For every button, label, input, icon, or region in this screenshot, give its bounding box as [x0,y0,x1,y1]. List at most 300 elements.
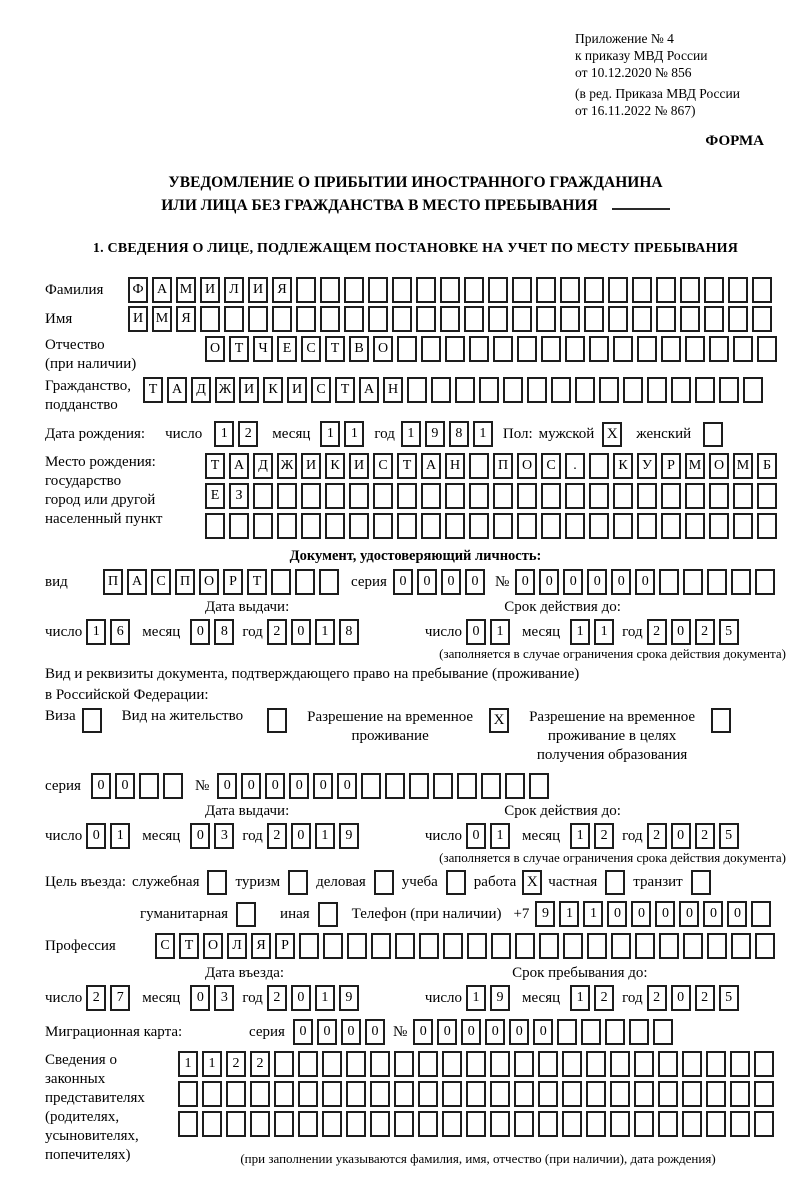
char-box[interactable]: 0 [86,823,106,849]
char-box[interactable]: 1 [559,901,579,927]
purpose-tourism-checkbox[interactable] [288,870,308,895]
char-box[interactable]: И [200,277,220,303]
char-box[interactable]: 0 [466,823,486,849]
char-box[interactable] [392,306,412,332]
char-box[interactable]: 0 [393,569,413,595]
char-box[interactable]: О [203,933,223,959]
char-box[interactable]: 1 [110,823,130,849]
char-box[interactable] [248,306,268,332]
char-box[interactable]: Т [143,377,163,403]
char-box[interactable] [349,513,369,539]
char-box[interactable]: З [229,483,249,509]
char-box[interactable] [299,933,319,959]
char-box[interactable]: 2 [647,619,667,645]
char-box[interactable]: С [155,933,175,959]
char-box[interactable]: 2 [647,823,667,849]
char-box[interactable]: 1 [202,1051,222,1077]
char-box[interactable] [706,1081,726,1107]
char-box[interactable]: 0 [465,569,485,595]
char-box[interactable]: 1 [178,1051,198,1077]
char-box[interactable] [323,933,343,959]
char-box[interactable] [733,513,753,539]
char-box[interactable] [418,1051,438,1077]
char-box[interactable]: Е [277,336,297,362]
char-box[interactable]: 0 [91,773,111,799]
char-box[interactable]: 0 [265,773,285,799]
char-box[interactable]: 0 [671,985,691,1011]
char-box[interactable] [493,513,513,539]
char-box[interactable] [680,306,700,332]
char-box[interactable] [229,513,249,539]
char-box[interactable] [325,483,345,509]
char-box[interactable]: Ж [215,377,235,403]
char-box[interactable]: 0 [466,619,486,645]
char-box[interactable]: 0 [241,773,261,799]
char-box[interactable] [409,773,429,799]
char-box[interactable] [512,306,532,332]
char-box[interactable] [706,1111,726,1137]
char-box[interactable]: 0 [317,1019,337,1045]
char-box[interactable]: 1 [583,901,603,927]
purpose-official-checkbox[interactable] [207,870,227,895]
char-box[interactable]: 1 [214,421,234,447]
char-box[interactable] [637,336,657,362]
char-box[interactable] [685,483,705,509]
char-box[interactable] [344,277,364,303]
char-box[interactable] [274,1081,294,1107]
char-box[interactable] [346,1081,366,1107]
char-box[interactable]: 0 [337,773,357,799]
char-box[interactable]: 9 [339,823,359,849]
char-box[interactable] [586,1051,606,1077]
char-box[interactable] [466,1111,486,1137]
char-box[interactable]: 1 [594,619,614,645]
char-box[interactable] [754,1111,774,1137]
char-box[interactable]: 0 [417,569,437,595]
char-box[interactable]: 1 [570,619,590,645]
char-box[interactable] [295,569,315,595]
char-box[interactable] [661,336,681,362]
char-box[interactable] [431,377,451,403]
char-box[interactable] [320,277,340,303]
char-box[interactable] [565,513,585,539]
char-box[interactable] [589,483,609,509]
char-box[interactable] [610,1051,630,1077]
char-box[interactable] [394,1081,414,1107]
char-box[interactable]: П [175,569,195,595]
char-box[interactable] [205,513,225,539]
char-box[interactable]: 0 [539,569,559,595]
char-box[interactable] [469,483,489,509]
char-box[interactable] [611,933,631,959]
char-box[interactable] [541,336,561,362]
char-box[interactable] [658,1051,678,1077]
char-box[interactable]: Н [445,453,465,479]
char-box[interactable] [730,1081,750,1107]
residence-permit-checkbox[interactable] [267,708,287,733]
char-box[interactable]: 0 [515,569,535,595]
char-box[interactable] [608,277,628,303]
char-box[interactable] [347,933,367,959]
char-box[interactable]: Д [191,377,211,403]
char-box[interactable] [397,483,417,509]
char-box[interactable]: К [263,377,283,403]
char-box[interactable] [608,306,628,332]
char-box[interactable] [683,569,703,595]
char-box[interactable] [457,773,477,799]
char-box[interactable]: 0 [289,773,309,799]
char-box[interactable] [599,377,619,403]
char-box[interactable]: А [421,453,441,479]
char-box[interactable] [421,513,441,539]
char-box[interactable] [653,1019,673,1045]
char-box[interactable] [514,1081,534,1107]
char-box[interactable]: 0 [461,1019,481,1045]
char-box[interactable]: 9 [535,901,555,927]
char-box[interactable]: М [152,306,172,332]
char-box[interactable]: 7 [110,985,130,1011]
char-box[interactable]: 2 [226,1051,246,1077]
char-box[interactable] [541,483,561,509]
char-box[interactable] [488,306,508,332]
char-box[interactable] [271,569,291,595]
char-box[interactable] [445,513,465,539]
char-box[interactable] [385,773,405,799]
char-box[interactable]: 0 [190,619,210,645]
char-box[interactable] [728,306,748,332]
char-box[interactable]: 2 [267,985,287,1011]
char-box[interactable]: 1 [473,421,493,447]
char-box[interactable] [481,773,501,799]
char-box[interactable]: 0 [291,619,311,645]
char-box[interactable]: 2 [594,823,614,849]
char-box[interactable] [635,933,655,959]
char-box[interactable] [296,306,316,332]
char-box[interactable] [346,1051,366,1077]
char-box[interactable]: 2 [238,421,258,447]
char-box[interactable]: С [311,377,331,403]
char-box[interactable] [733,336,753,362]
char-box[interactable]: 1 [466,985,486,1011]
char-box[interactable] [301,483,321,509]
char-box[interactable] [682,1081,702,1107]
char-box[interactable]: 0 [341,1019,361,1045]
char-box[interactable] [421,336,441,362]
char-box[interactable] [469,513,489,539]
char-box[interactable]: Т [335,377,355,403]
char-box[interactable] [709,336,729,362]
char-box[interactable] [442,1051,462,1077]
char-box[interactable]: 0 [293,1019,313,1045]
char-box[interactable]: К [613,453,633,479]
char-box[interactable]: А [152,277,172,303]
char-box[interactable]: А [359,377,379,403]
char-box[interactable] [226,1081,246,1107]
char-box[interactable]: А [167,377,187,403]
char-box[interactable]: 0 [291,823,311,849]
char-box[interactable] [277,483,297,509]
char-box[interactable] [565,336,585,362]
char-box[interactable] [634,1111,654,1137]
female-checkbox[interactable] [703,422,723,447]
char-box[interactable] [728,277,748,303]
male-checkbox[interactable]: X [602,422,622,447]
char-box[interactable] [754,1051,774,1077]
char-box[interactable] [274,1111,294,1137]
char-box[interactable] [685,336,705,362]
char-box[interactable]: 1 [570,985,590,1011]
char-box[interactable]: 1 [320,421,340,447]
char-box[interactable] [719,377,739,403]
char-box[interactable] [395,933,415,959]
char-box[interactable] [541,513,561,539]
char-box[interactable] [373,513,393,539]
char-box[interactable]: О [199,569,219,595]
char-box[interactable] [680,277,700,303]
char-box[interactable]: О [205,336,225,362]
char-box[interactable]: П [103,569,123,595]
char-box[interactable]: 1 [86,619,106,645]
temp-residence-edu-checkbox[interactable] [711,708,731,733]
char-box[interactable] [514,1111,534,1137]
char-box[interactable] [344,306,364,332]
char-box[interactable] [139,773,159,799]
char-box[interactable] [629,1019,649,1045]
char-box[interactable]: С [301,336,321,362]
char-box[interactable]: Р [223,569,243,595]
char-box[interactable] [407,377,427,403]
char-box[interactable]: 2 [267,619,287,645]
char-box[interactable]: Ж [277,453,297,479]
char-box[interactable] [656,306,676,332]
char-box[interactable]: И [349,453,369,479]
char-box[interactable]: 3 [214,823,234,849]
char-box[interactable]: 1 [570,823,590,849]
char-box[interactable] [757,513,777,539]
char-box[interactable] [479,377,499,403]
char-box[interactable] [298,1111,318,1137]
char-box[interactable] [373,483,393,509]
char-box[interactable] [529,773,549,799]
char-box[interactable]: И [248,277,268,303]
char-box[interactable]: Я [251,933,271,959]
char-box[interactable]: 0 [217,773,237,799]
char-box[interactable] [632,306,652,332]
char-box[interactable] [370,1051,390,1077]
char-box[interactable] [659,569,679,595]
char-box[interactable]: Т [229,336,249,362]
purpose-private-checkbox[interactable] [605,870,625,895]
char-box[interactable] [613,336,633,362]
char-box[interactable] [371,933,391,959]
char-box[interactable] [623,377,643,403]
char-box[interactable]: И [239,377,259,403]
char-box[interactable]: 0 [291,985,311,1011]
char-box[interactable] [202,1111,222,1137]
char-box[interactable] [464,306,484,332]
char-box[interactable] [490,1111,510,1137]
char-box[interactable] [757,483,777,509]
char-box[interactable] [515,933,535,959]
char-box[interactable] [493,336,513,362]
char-box[interactable]: Б [757,453,777,479]
char-box[interactable]: 0 [365,1019,385,1045]
char-box[interactable]: 0 [313,773,333,799]
char-box[interactable]: М [685,453,705,479]
char-box[interactable] [397,513,417,539]
char-box[interactable]: К [325,453,345,479]
char-box[interactable]: 0 [655,901,675,927]
char-box[interactable] [560,306,580,332]
char-box[interactable] [671,377,691,403]
char-box[interactable] [562,1111,582,1137]
char-box[interactable] [226,1111,246,1137]
char-box[interactable] [613,513,633,539]
char-box[interactable] [733,483,753,509]
char-box[interactable] [605,1019,625,1045]
char-box[interactable] [368,277,388,303]
char-box[interactable]: 2 [695,619,715,645]
char-box[interactable]: 0 [563,569,583,595]
char-box[interactable] [682,1111,702,1137]
char-box[interactable]: 5 [719,823,739,849]
char-box[interactable]: Н [383,377,403,403]
char-box[interactable] [659,933,679,959]
char-box[interactable] [682,1051,702,1077]
char-box[interactable]: Ф [128,277,148,303]
char-box[interactable] [661,483,681,509]
char-box[interactable] [562,1051,582,1077]
char-box[interactable]: У [637,453,657,479]
char-box[interactable] [298,1081,318,1107]
char-box[interactable]: П [493,453,513,479]
char-box[interactable] [517,513,537,539]
char-box[interactable]: 0 [485,1019,505,1045]
char-box[interactable]: 3 [214,985,234,1011]
purpose-work-checkbox[interactable]: X [522,870,542,895]
char-box[interactable]: 5 [719,985,739,1011]
char-box[interactable]: 8 [214,619,234,645]
char-box[interactable] [433,773,453,799]
char-box[interactable] [250,1111,270,1137]
char-box[interactable]: 0 [533,1019,553,1045]
purpose-study-checkbox[interactable] [446,870,466,895]
char-box[interactable] [178,1081,198,1107]
char-box[interactable]: Р [661,453,681,479]
char-box[interactable]: О [517,453,537,479]
char-box[interactable] [632,277,652,303]
char-box[interactable] [704,306,724,332]
char-box[interactable]: С [541,453,561,479]
char-box[interactable] [440,306,460,332]
char-box[interactable] [586,1111,606,1137]
char-box[interactable] [634,1081,654,1107]
char-box[interactable]: 5 [719,619,739,645]
char-box[interactable] [637,483,657,509]
char-box[interactable] [661,513,681,539]
temp-residence-checkbox[interactable]: X [489,708,509,733]
char-box[interactable]: А [229,453,249,479]
char-box[interactable]: Т [397,453,417,479]
char-box[interactable]: 0 [509,1019,529,1045]
char-box[interactable] [349,483,369,509]
char-box[interactable] [695,377,715,403]
char-box[interactable] [752,306,772,332]
char-box[interactable] [704,277,724,303]
char-box[interactable] [512,277,532,303]
char-box[interactable] [250,1081,270,1107]
char-box[interactable]: 9 [490,985,510,1011]
char-box[interactable] [743,377,763,403]
char-box[interactable] [277,513,297,539]
char-box[interactable] [224,306,244,332]
char-box[interactable] [274,1051,294,1077]
char-box[interactable]: Д [253,453,273,479]
char-box[interactable] [445,483,465,509]
char-box[interactable] [421,483,441,509]
char-box[interactable]: 0 [437,1019,457,1045]
char-box[interactable] [527,377,547,403]
char-box[interactable]: Л [224,277,244,303]
char-box[interactable]: И [128,306,148,332]
char-box[interactable]: 0 [671,619,691,645]
char-box[interactable] [493,483,513,509]
char-box[interactable] [589,513,609,539]
char-box[interactable] [560,277,580,303]
purpose-other-checkbox[interactable] [318,902,338,927]
char-box[interactable] [464,277,484,303]
char-box[interactable] [589,336,609,362]
char-box[interactable] [322,1051,342,1077]
char-box[interactable]: 1 [401,421,421,447]
char-box[interactable] [322,1081,342,1107]
char-box[interactable] [418,1081,438,1107]
char-box[interactable] [392,277,412,303]
char-box[interactable] [490,1051,510,1077]
char-box[interactable] [416,277,436,303]
purpose-business-checkbox[interactable] [374,870,394,895]
char-box[interactable] [466,1081,486,1107]
char-box[interactable] [298,1051,318,1077]
char-box[interactable] [200,306,220,332]
char-box[interactable] [505,773,525,799]
char-box[interactable] [370,1081,390,1107]
char-box[interactable] [683,933,703,959]
char-box[interactable]: 0 [703,901,723,927]
char-box[interactable] [536,306,556,332]
char-box[interactable]: 0 [635,569,655,595]
char-box[interactable]: С [151,569,171,595]
char-box[interactable]: Т [179,933,199,959]
char-box[interactable]: 9 [339,985,359,1011]
char-box[interactable] [322,1111,342,1137]
char-box[interactable]: 0 [115,773,135,799]
char-box[interactable]: 2 [647,985,667,1011]
char-box[interactable] [584,277,604,303]
char-box[interactable] [589,453,609,479]
char-box[interactable] [610,1081,630,1107]
char-box[interactable]: Ч [253,336,273,362]
char-box[interactable] [538,1051,558,1077]
char-box[interactable] [368,306,388,332]
char-box[interactable] [754,1081,774,1107]
char-box[interactable]: Т [325,336,345,362]
char-box[interactable] [394,1051,414,1077]
char-box[interactable] [163,773,183,799]
char-box[interactable] [562,1081,582,1107]
char-box[interactable]: 1 [490,823,510,849]
char-box[interactable] [586,1081,606,1107]
